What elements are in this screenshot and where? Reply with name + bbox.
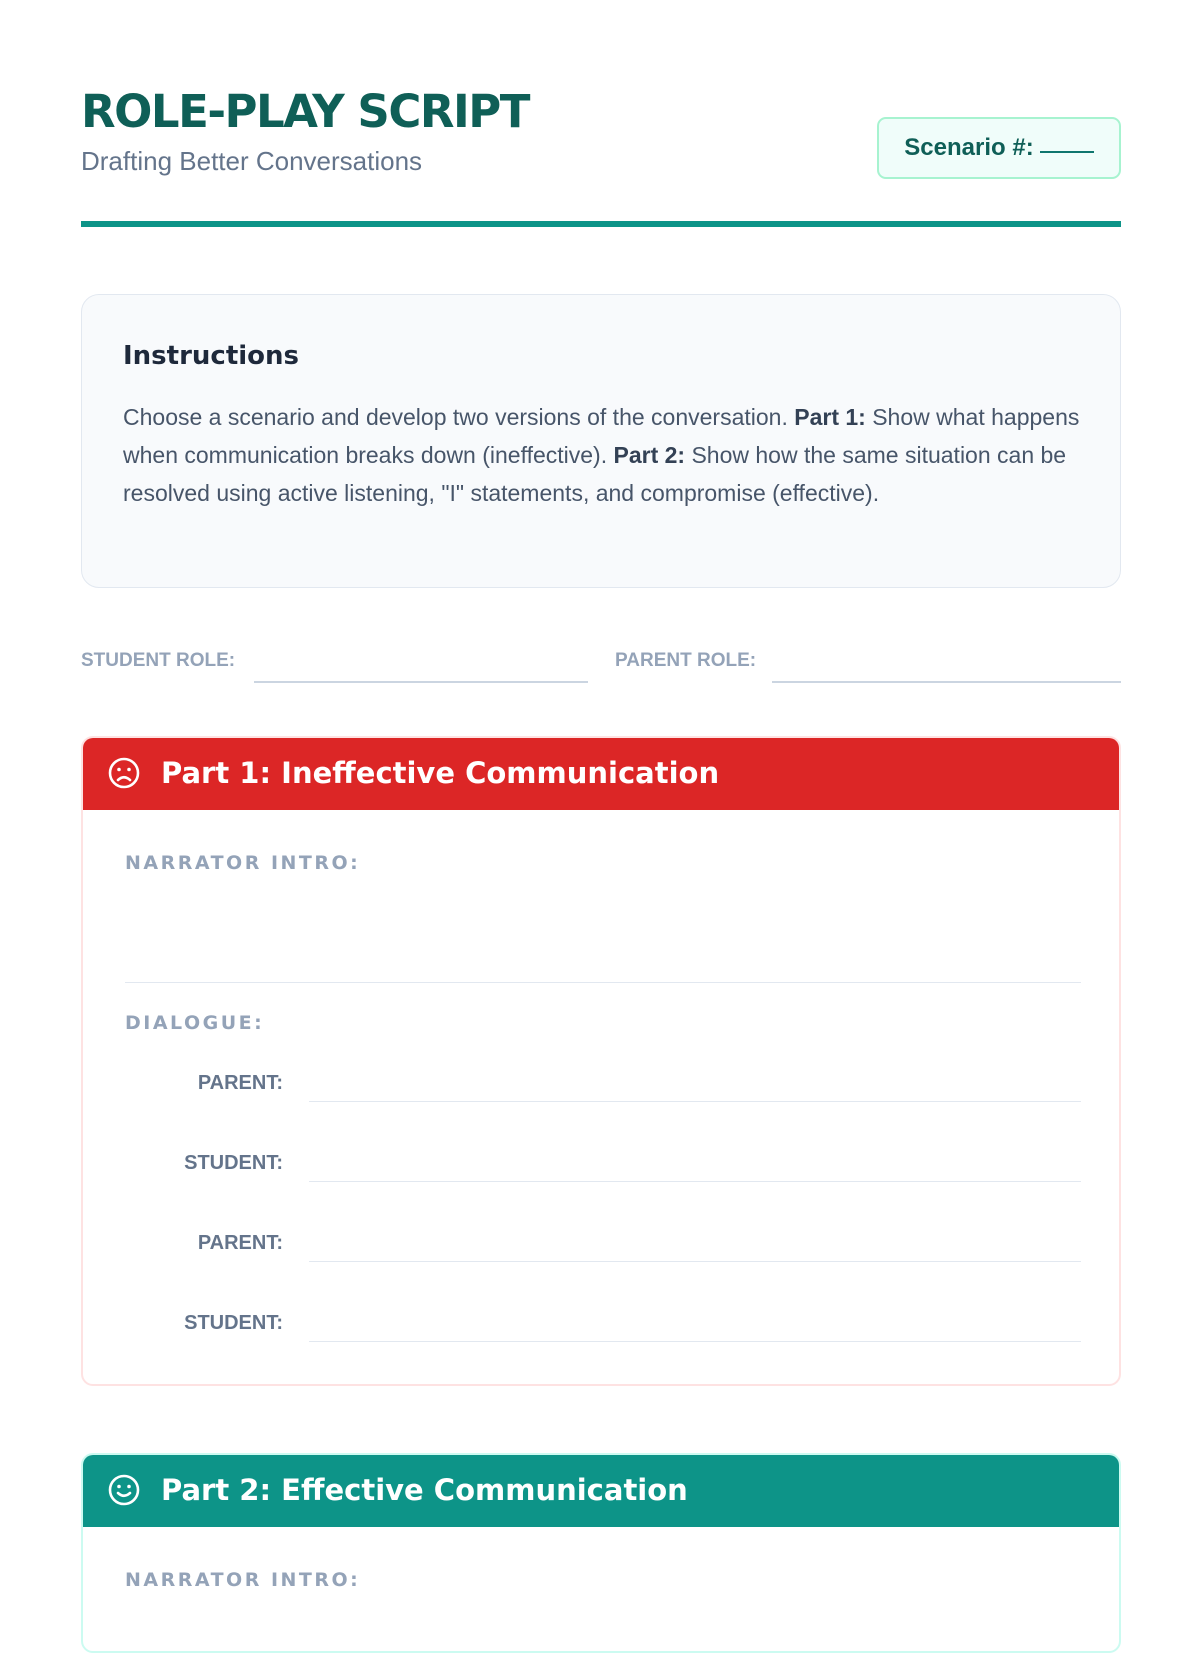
part2-section [81, 1453, 1121, 1653]
page-subtitle: Drafting Better Conversations [81, 146, 423, 176]
part1-dialogue-label: DIALOGUE: [125, 1012, 265, 1034]
instructions-intro: Choose a scenario and develop two versions of the conversation. [123, 404, 795, 430]
instructions-text [123, 398, 1083, 512]
part1-title: Part 1: Ineffective Communication [161, 756, 720, 790]
part1-dialogue-line[interactable] [309, 1341, 1081, 1342]
part2-title: Part 2: Effective Communication [161, 1473, 688, 1507]
smile-icon [107, 1473, 141, 1507]
part1-header [81, 736, 1121, 810]
instructions-part1-label: Part 1: [794, 404, 866, 430]
part1-dialogue-speaker: PARENT: [197, 1232, 283, 1254]
instructions-part1-text: Show what happens when communication breaks down (ineffective). [123, 404, 1080, 468]
scenario-label: Scenario #: [904, 134, 1034, 161]
part2-header [81, 1453, 1121, 1527]
part1-dialogue-line[interactable] [309, 1181, 1081, 1182]
part1-narrator-field[interactable] [125, 982, 1081, 983]
instructions-title: Instructions [123, 341, 300, 371]
instructions-part2-text: Show how the same situation can be resolved using active listening, "I" statements, and compromise (effective). [123, 442, 1067, 506]
parent-role-label: PARENT ROLE: [615, 650, 757, 671]
scenario-number-blank[interactable] [1040, 143, 1094, 153]
part1-narrator-label: NARRATOR INTRO: [125, 852, 361, 874]
parent-role-field[interactable] [772, 681, 1121, 683]
part1-dialogue-speaker: PARENT: [197, 1072, 283, 1094]
part1-dialogue-speaker: STUDENT: [184, 1152, 283, 1174]
instructions-box [81, 294, 1121, 588]
part1-section [81, 736, 1121, 1386]
header-divider [81, 221, 1121, 227]
student-role-label: STUDENT ROLE: [81, 650, 236, 671]
student-role-field[interactable] [254, 681, 588, 683]
part1-dialogue-speaker: STUDENT: [184, 1312, 283, 1334]
part1-dialogue-line[interactable] [309, 1261, 1081, 1262]
instructions-part2-label: Part 2: [613, 442, 686, 468]
scenario-number-box [877, 117, 1121, 179]
part1-dialogue-line[interactable] [309, 1101, 1081, 1102]
frown-icon [107, 756, 141, 790]
page-title: ROLE-PLAY SCRIPT [81, 85, 529, 138]
part2-narrator-label: NARRATOR INTRO: [125, 1569, 361, 1591]
